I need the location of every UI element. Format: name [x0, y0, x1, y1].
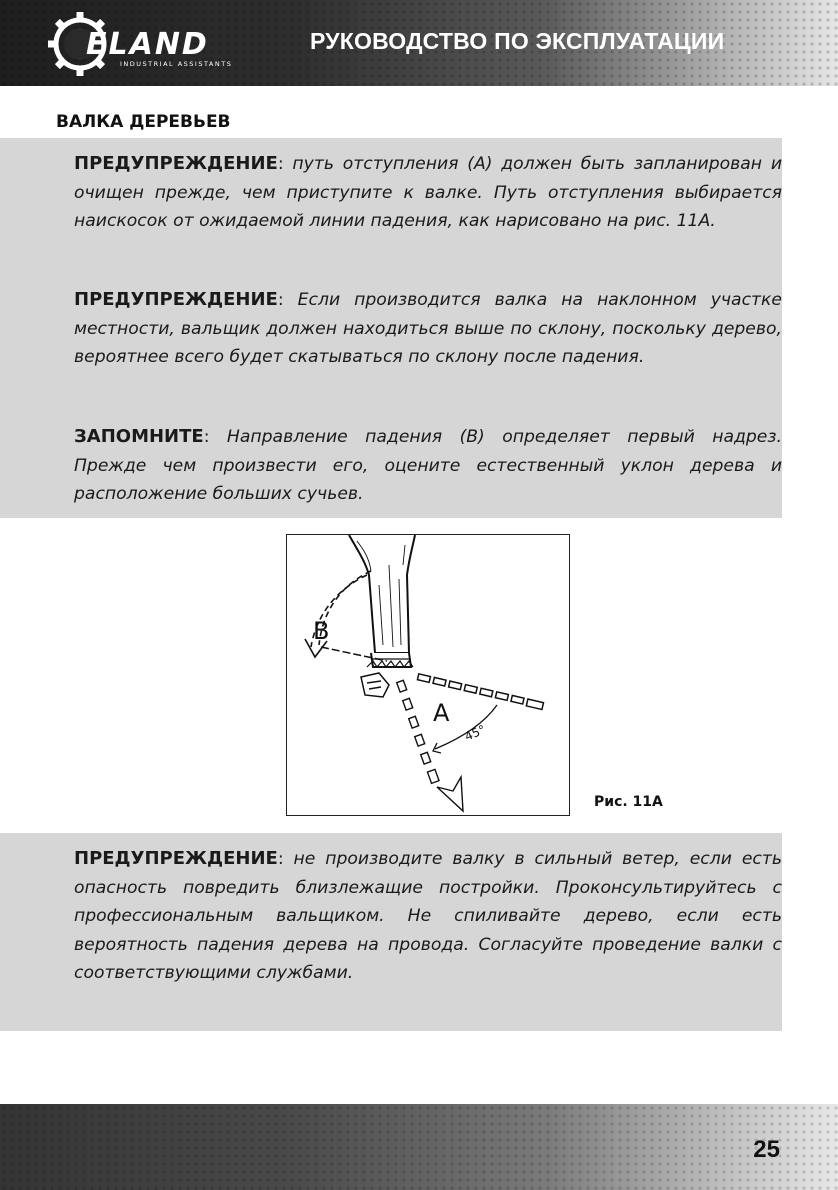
warning-slope [74, 286, 782, 372]
wind-warning-block [0, 833, 782, 1031]
warning-keyword: ПРЕДУПРЕЖДЕНИЕ [74, 289, 278, 310]
logo-tagline: INDUSTRIAL ASSISTANTS [120, 60, 233, 68]
warning-wind [74, 845, 782, 988]
separator: : [277, 290, 284, 310]
footer-texture [0, 1104, 838, 1190]
angle-label: 45° [462, 722, 488, 744]
logo-wordmark: ELAND [86, 27, 209, 62]
label-a: A [433, 699, 450, 727]
warning-text: Если производится валка на наклонном участке местности, вальщик должен находиться выше по склону, поскольку дерево, вероятнее всего будет скатываться по склону после падения. [74, 290, 782, 368]
felling-diagram [287, 535, 570, 816]
warning-text: не производите валку в сильный ветер, если есть опасность повредить близлежащие постройки. Проконсультируйтесь с профессиональным вальщиком. Не спиливайте дерево, если есть вероятность падения дерева на провода. Согласуйте проведение валки с соответствующими службами. [74, 849, 782, 984]
remember-direction [74, 423, 782, 509]
chainsaw-icon [361, 673, 389, 697]
page-number: 25 [753, 1136, 780, 1163]
section-title: ВАЛКА ДЕРЕВЬЕВ [56, 112, 231, 132]
page-footer [0, 1104, 838, 1190]
separator: : [203, 427, 210, 447]
manual-title: РУКОВОДСТВО ПО ЭКСПЛУАТАЦИИ [310, 28, 725, 54]
warnings-block [0, 138, 782, 518]
warning-keyword: ПРЕДУПРЕЖДЕНИЕ [74, 153, 278, 174]
remember-text: Направление падения (В) определяет первый надрез. Прежде чем произвести его, оцените естественный уклон дерева и расположение больших сучьев. [74, 427, 782, 505]
eland-logo [46, 10, 276, 76]
tree-trunk-illustration [349, 535, 415, 667]
page-header [0, 0, 838, 86]
warning-keyword: ПРЕДУПРЕЖДЕНИЕ [74, 848, 278, 869]
separator: : [277, 154, 284, 174]
figure-11a [286, 534, 570, 816]
separator: : [277, 849, 284, 869]
warning-retreat-path [74, 150, 782, 236]
label-b: B [313, 617, 330, 645]
remember-keyword: ЗАПОМНИТЕ [74, 426, 204, 447]
warning-text: путь отступления (А) должен быть запланирован и очищен прежде, чем приступите к валке. Путь отступления выбирается наискосок от ожидаемой линии падения, как нарисовано на рис. 11А. [74, 154, 782, 232]
retreat-path-arrow [397, 680, 463, 811]
figure-caption: Рис. 11А [594, 794, 663, 810]
